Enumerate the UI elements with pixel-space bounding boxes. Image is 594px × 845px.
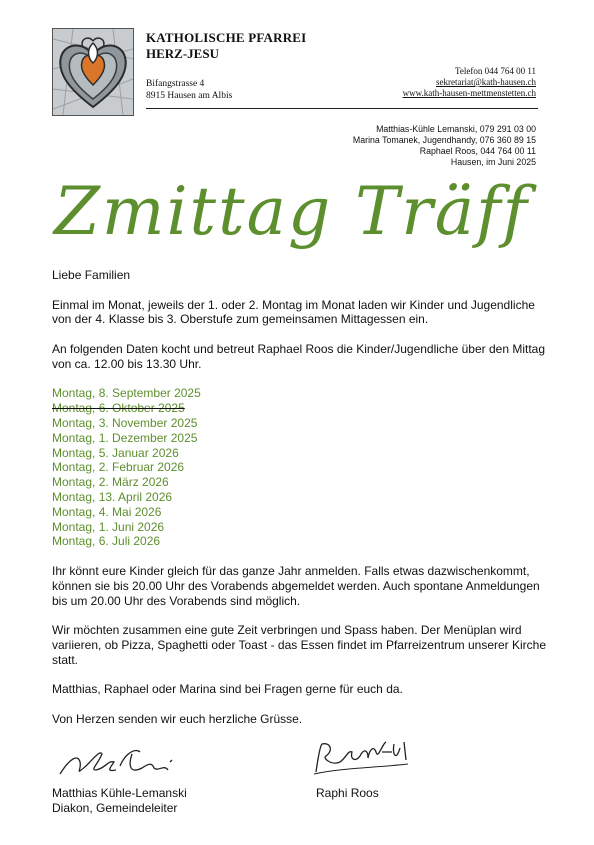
date-item-cancelled: Montag, 6. Oktober 2025	[52, 401, 185, 416]
contact-block	[403, 66, 536, 99]
website-link[interactable]: www.kath-hausen-mettmenstetten.ch	[402, 88, 536, 98]
date-item: Montag, 6. Juli 2026	[52, 534, 161, 549]
paragraph-schedule: An folgenden Daten kocht und betreut Raphael Roos die Kinder/Jugendliche über den Mittag von ca. 12.00 bis 13.30 Uhr.	[52, 341, 546, 371]
document-title: Zmittag Träff	[54, 173, 529, 250]
date-item: Montag, 8. September 2025	[52, 386, 201, 401]
signer-left	[52, 786, 187, 816]
parish-name-line1: KATHOLISCHE PFARREI	[146, 30, 307, 45]
parish-address	[146, 78, 232, 102]
phone-number: Telefon 044 764 00 11	[454, 66, 536, 76]
email-link[interactable]: sekretariat@kath-hausen.ch	[436, 77, 536, 87]
signer-right	[316, 786, 379, 801]
date-place-line: Hausen, im Juni 2025	[450, 157, 536, 167]
date-item: Montag, 1. Dezember 2025	[52, 430, 198, 445]
paragraph-registration: Ihr könnt eure Kinder gleich für das ganze Jahr anmelden. Falls etwas dazwischenkommt, können sie bis 20.00 Uhr des Vorabends abgemeldet werden. Auch spontane Anmeldungen bis um 20.00 Uhr des Vorabends sind möglich.	[52, 563, 540, 608]
sender-line: Marina Tomanek, Jugendhandy, 076 360 89 15	[352, 135, 536, 145]
sender-line: Matthias-Kühle Lemanski, 079 291 03 00	[376, 124, 536, 134]
sender-contacts	[353, 124, 536, 168]
date-item: Montag, 1. Juni 2026	[52, 519, 165, 534]
paragraph-intro: Einmal im Monat, jeweils der 1. oder 2. Montag im Monat laden wir Kinder und Jugendliche von der 4. Klasse bis 3. Oberstufe zum gemeinsamen Mittagessen ein.	[52, 297, 535, 327]
date-item: Montag, 3. November 2025	[52, 415, 198, 430]
parish-name-line2: HERZ-JESU	[146, 46, 219, 61]
signer-left-name: Matthias Kühle-Lemanski	[52, 786, 187, 800]
date-item: Montag, 2. Februar 2026	[52, 460, 185, 475]
date-list	[52, 386, 552, 549]
date-item: Montag, 2. März 2026	[52, 475, 169, 490]
signer-left-role: Diakon, Gemeindeleiter	[52, 800, 178, 815]
parish-logo	[52, 28, 134, 116]
date-item: Montag, 13. April 2026	[52, 489, 173, 504]
signer-right-name: Raphi Roos	[316, 786, 379, 800]
greeting: Liebe Familien	[52, 268, 131, 282]
paragraph-questions: Matthias, Raphael oder Marina sind bei Fragen gerne für euch da.	[52, 682, 403, 697]
paragraph-closing: Von Herzen senden wir euch herzliche Grüsse.	[52, 711, 303, 726]
signature-left	[56, 740, 186, 782]
sender-line: Raphael Roos, 044 764 00 11	[419, 146, 536, 156]
address-street: Bifangstrasse 4	[146, 79, 205, 89]
header-divider	[146, 108, 538, 109]
signature-right	[312, 738, 412, 778]
address-city: 8915 Hausen am Albis	[146, 91, 233, 101]
date-item: Montag, 5. Januar 2026	[52, 445, 179, 460]
date-item: Montag, 4. Mai 2026	[52, 504, 162, 519]
letter-body	[52, 268, 552, 742]
paragraph-menu: Wir möchten zusammen eine gute Zeit verbringen und Spass haben. Der Menüplan wird variieren, ob Pizza, Spaghetti oder Toast - das Essen findet im Pfarreizentrum unserer Kirche statt.	[52, 623, 547, 667]
